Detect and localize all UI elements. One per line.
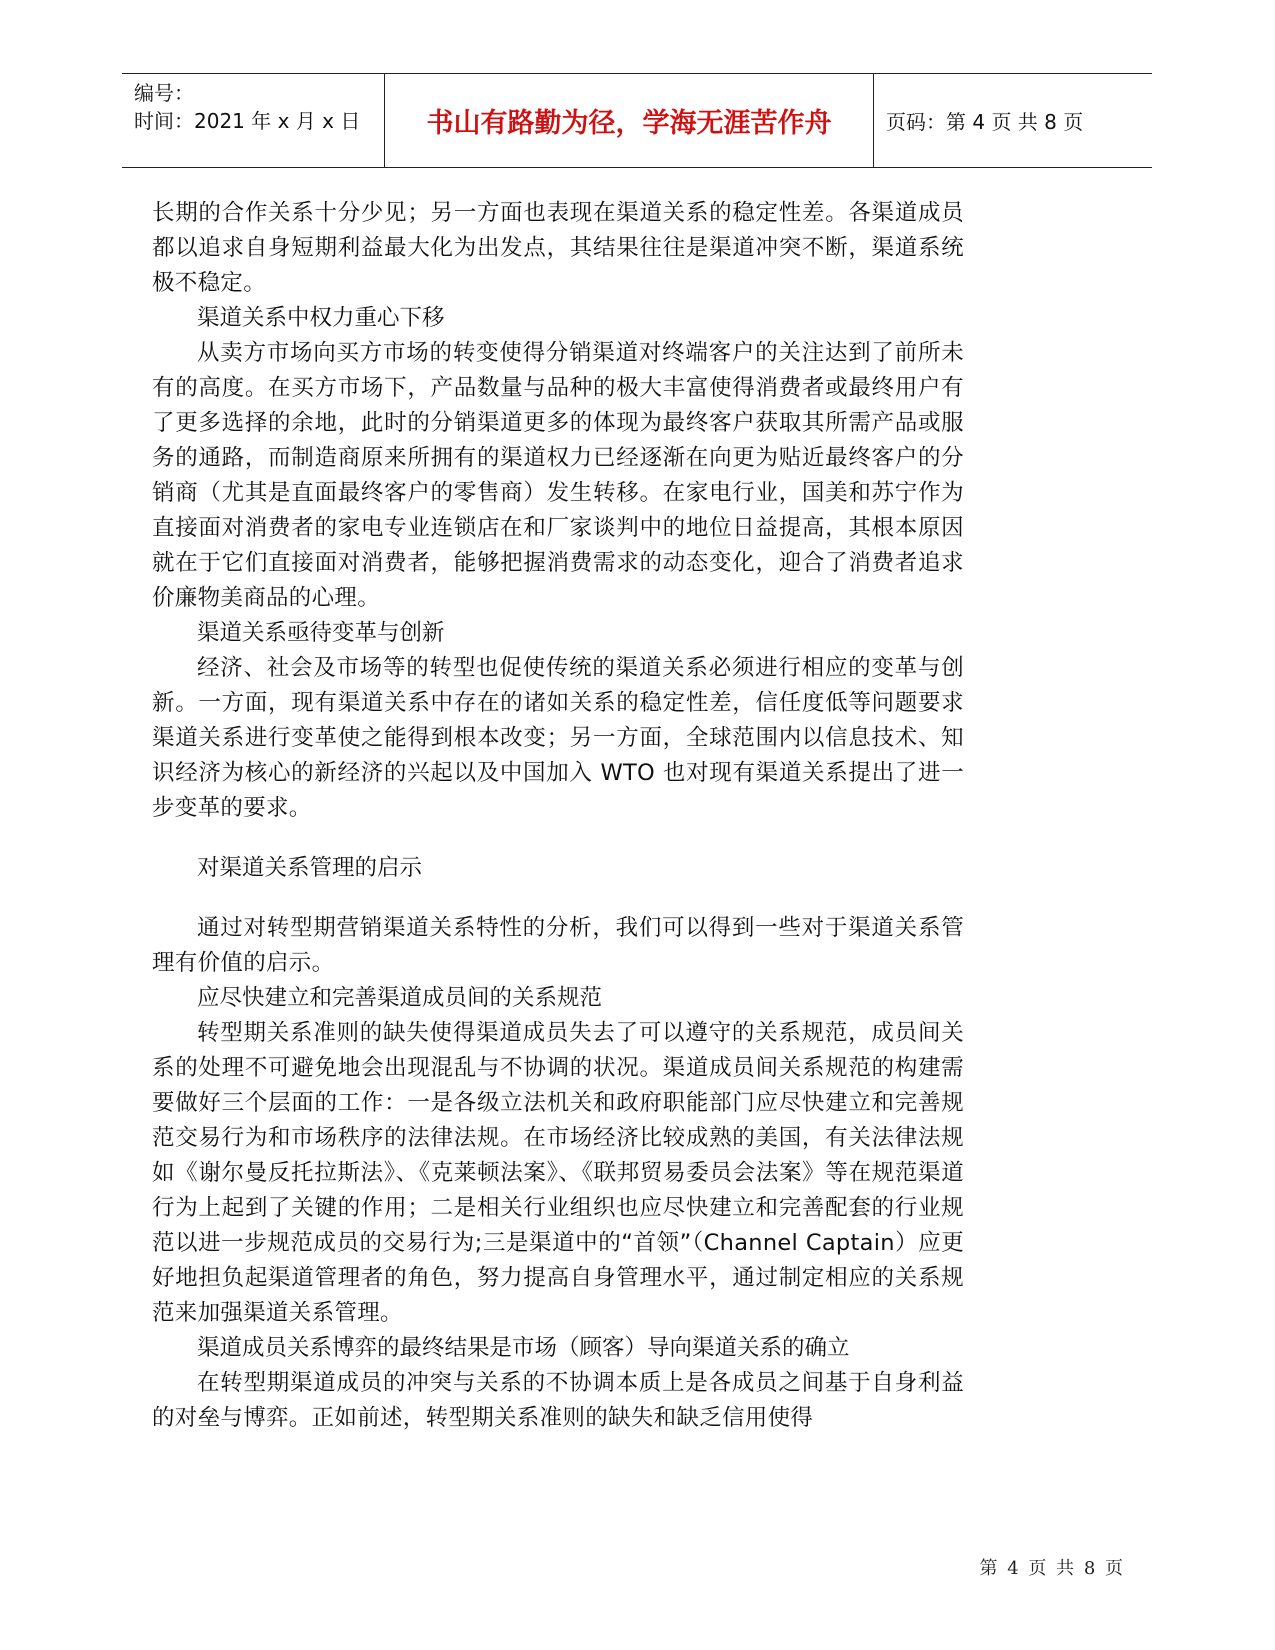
document-body (152, 196, 964, 1436)
paragraph: 从卖方市场向买方市场的转变使得分销渠道对终端客户的关注达到了前所未有的高度。在买方市场下，产品数量与品种的极大丰富使得消费者或最终用户有了更多选择的余地，此时的分销渠道更多的体现为最终客户获取其所需产品或服务的通路，而制造商原来所拥有的渠道权力已经逐渐在向更为贴近最终客户的分销商（尤其是直面最终客户的零售商）发生转移。在家电行业，国美和苏宁作为直接面对消费者的家电专业连锁店在和厂家谈判中的地位日益提高，其根本原因就在于它们直接面对消费者，能够把握消费需求的动态变化，迎合了消费者追求价廉物美商品的心理。 (152, 340, 964, 611)
document-time-label: 时间：2021 年 x 月 x 日 (134, 109, 361, 133)
header-page-label: 页码：第 4 页 共 8 页 (886, 110, 1084, 134)
section-heading: 对渠道关系管理的启示 (197, 855, 423, 881)
document-number-label: 编号： (134, 81, 194, 105)
paragraph: 经济、社会及市场等的转型也促使传统的渠道关系必须进行相应的变革与创新。一方面，现有渠道关系中存在的诸如关系的稳定性差，信任度低等问题要求渠道关系进行变革使之能得到根本改变；另一方面，全球范围内以信息技术、知识经济为核心的新经济的兴起以及中国加入 WTO 也对现有渠道关系提出了进一步变革的要求。 (152, 655, 964, 821)
page-footer: 第 4 页 共 8 页 (979, 1558, 1125, 1579)
paragraph: 长期的合作关系十分少见；另一方面也表现在渠道关系的稳定性差。各渠道成员都以追求自身短期利益最大化为出发点，其结果往往是渠道冲突不断，渠道系统极不稳定。 (152, 200, 964, 296)
section-heading: 渠道成员关系博弈的最终结果是市场（顾客）导向渠道关系的确立 (197, 1335, 850, 1361)
section-heading: 渠道关系亟待变革与创新 (197, 620, 445, 646)
paragraph: 通过对转型期营销渠道关系特性的分析，我们可以得到一些对于渠道关系管理有价值的启示。 (152, 915, 964, 976)
section-heading: 渠道关系中权力重心下移 (197, 305, 445, 331)
header-meta (122, 74, 384, 167)
header-motto: 书山有路勤为径，学海无涯苦作舟 (384, 74, 874, 167)
paragraph: 转型期关系准则的缺失使得渠道成员失去了可以遵守的关系规范，成员间关系的处理不可避免地会出现混乱与不协调的状况。渠道成员间关系规范的构建需要做好三个层面的工作：一是各级立法机关和政府职能部门应尽快建立和完善规范交易行为和市场秩序的法律法规。在市场经济比较成熟的美国，有关法律法规如《谢尔曼反托拉斯法》、《克莱顿法案》、《联邦贸易委员会法案》等在规范渠道行为上起到了关键的作用；二是相关行业组织也应尽快建立和完善配套的行业规范以进一步规范成员的交易行为;三是渠道中的“首领”（Channel Captain）应更好地担负起渠道管理者的角色，努力提高自身管理水平，通过制定相应的关系规范来加强渠道关系管理。 (152, 1020, 964, 1326)
section-heading: 应尽快建立和完善渠道成员间的关系规范 (197, 985, 603, 1011)
page-header (122, 73, 1152, 168)
paragraph: 在转型期渠道成员的冲突与关系的不协调本质上是各成员之间基于自身利益的对垒与博弈。正如前述，转型期关系准则的缺失和缺乏信用使得 (152, 1370, 964, 1431)
